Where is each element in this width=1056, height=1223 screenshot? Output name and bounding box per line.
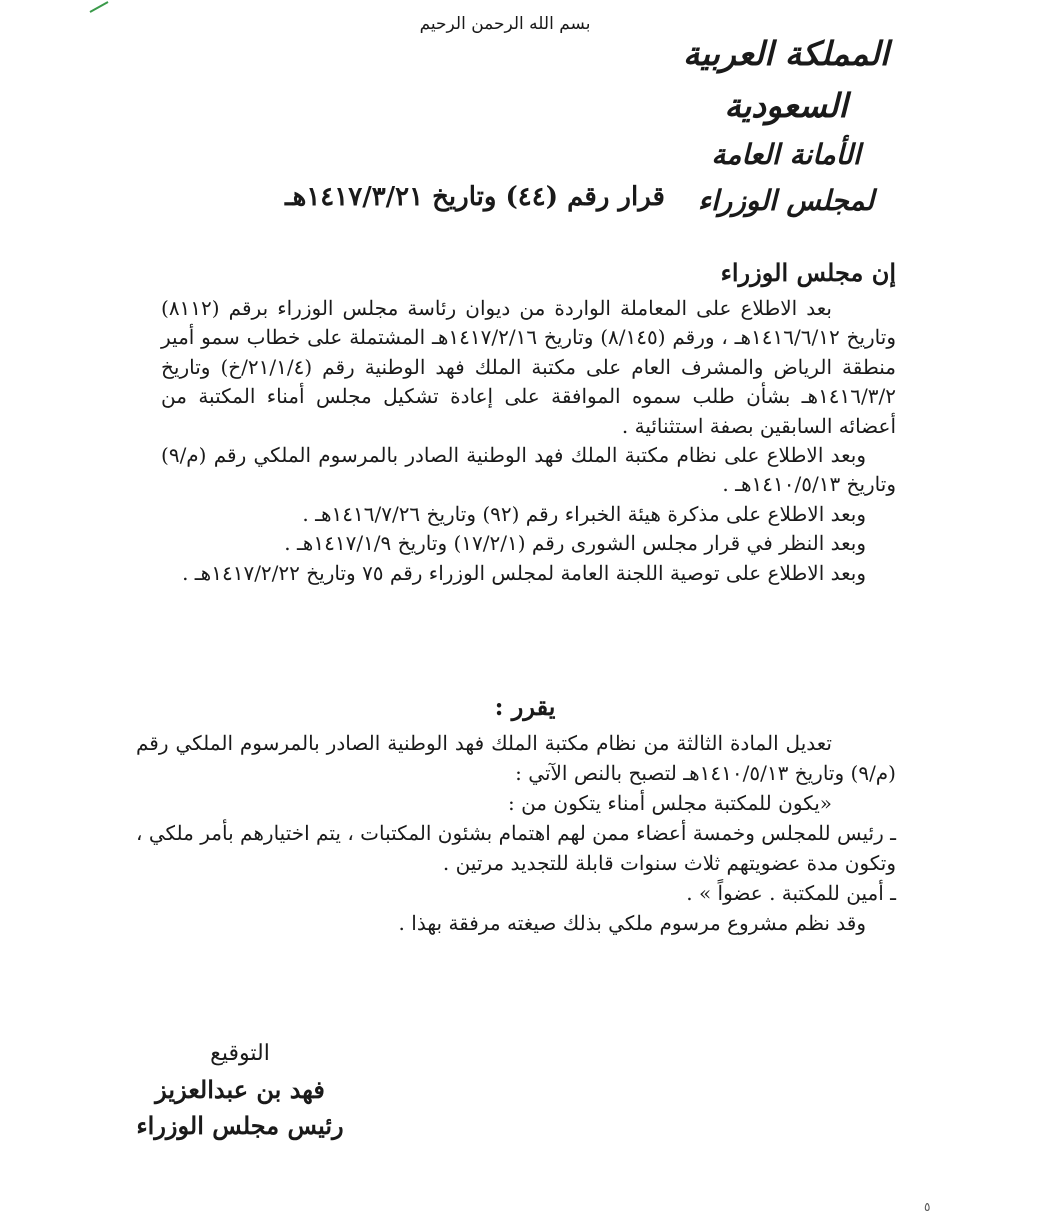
resolution-item: ـ رئيس للمجلس وخمسة أعضاء ممن لهم اهتمام بشئون المكتبات ، يتم اختيارهم بأمر ملكي ، وتكون مدة عضويتهم ثلاث سنوات قابلة للتجديد مرتين . [136, 821, 896, 875]
decides-heading: يقرر : [494, 692, 556, 721]
letterhead-kingdom: المملكة العربية السعودية [683, 34, 889, 125]
signatory-name: فهد بن عبدالعزيز [155, 1075, 325, 1104]
preamble-paragraph: وبعد الاطلاع على توصية اللجنة العامة لمجلس الوزراء رقم ٧٥ وتاريخ ١٤١٧/٢/٢٢هـ . [182, 560, 866, 585]
resolution-closing: وقد نظم مشروع مرسوم ملكي بذلك صيغته مرفقة بهذا . [398, 911, 866, 935]
page-mark: ٥ [924, 1200, 931, 1214]
resolution-body [136, 728, 896, 938]
resolution-intro: تعديل المادة الثالثة من نظام مكتبة الملك فهد الوطنية الصادر بالمرسوم الملكي رقم (م/٩) وتاريخ ١٤١٠/٥/١٣هـ لتصبح بالنص الآتي : [136, 731, 896, 785]
preamble-paragraph: وبعد الاطلاع على نظام مكتبة الملك فهد الوطنية الصادر بالمرسوم الملكي رقم (م/٩) وتاريخ ١٤١٠/٥/١٣هـ . [161, 443, 896, 497]
signatory-title: رئيس مجلس الوزراء [136, 1111, 344, 1140]
signature-label: التوقيع [210, 1041, 270, 1066]
signature-block [110, 1036, 370, 1144]
resolution-item: ـ أمين للمكتبة . عضواً » . [686, 881, 896, 905]
council-heading: إن مجلس الوزراء [720, 258, 896, 287]
letterhead-secretariat: الأمانة العامة لمجلس الوزراء [697, 138, 875, 217]
decision-title: قرار رقم (٤٤) وتاريخ ١٤١٧/٣/٢١هـ [285, 182, 665, 212]
corner-stroke-mark [88, 0, 112, 14]
preamble-paragraph: وبعد النظر في قرار مجلس الشورى رقم (١٧/٢/١) وتاريخ ١٤١٧/١/٩هـ . [284, 531, 866, 556]
preamble-paragraph: وبعد الاطلاع على مذكرة هيئة الخبراء رقم (٩٢) وتاريخ ١٤١٦/٧/٢٦هـ . [302, 501, 866, 526]
basmala: بسم الله الرحمن الرحيم [419, 14, 591, 34]
resolution-quote-open: «يكون للمكتبة مجلس أمناء يتكون من : [507, 791, 832, 815]
preamble-paragraph: بعد الاطلاع على المعاملة الواردة من ديوان رئاسة مجلس الوزراء برقم (٨١١٢) وتاريخ ١٤١٦/٦/١٢هـ ، ورقم (٨/١٤٥) وتاريخ ١٤١٧/٢/١٦هـ المشتملة على خطاب سمو أمير منطقة الرياض والمشرف العام على مكتبة الملك فهد الوطنية رقم (٢١/١/٤/خ) وتاريخ ١٤١٦/٣/٢هـ بشأن طلب سموه الموافقة على إعادة تشكيل مجلس أمناء المكتبة من أعضائه السابقين بصفة استثنائية . [161, 296, 896, 438]
preamble-body [161, 294, 896, 588]
